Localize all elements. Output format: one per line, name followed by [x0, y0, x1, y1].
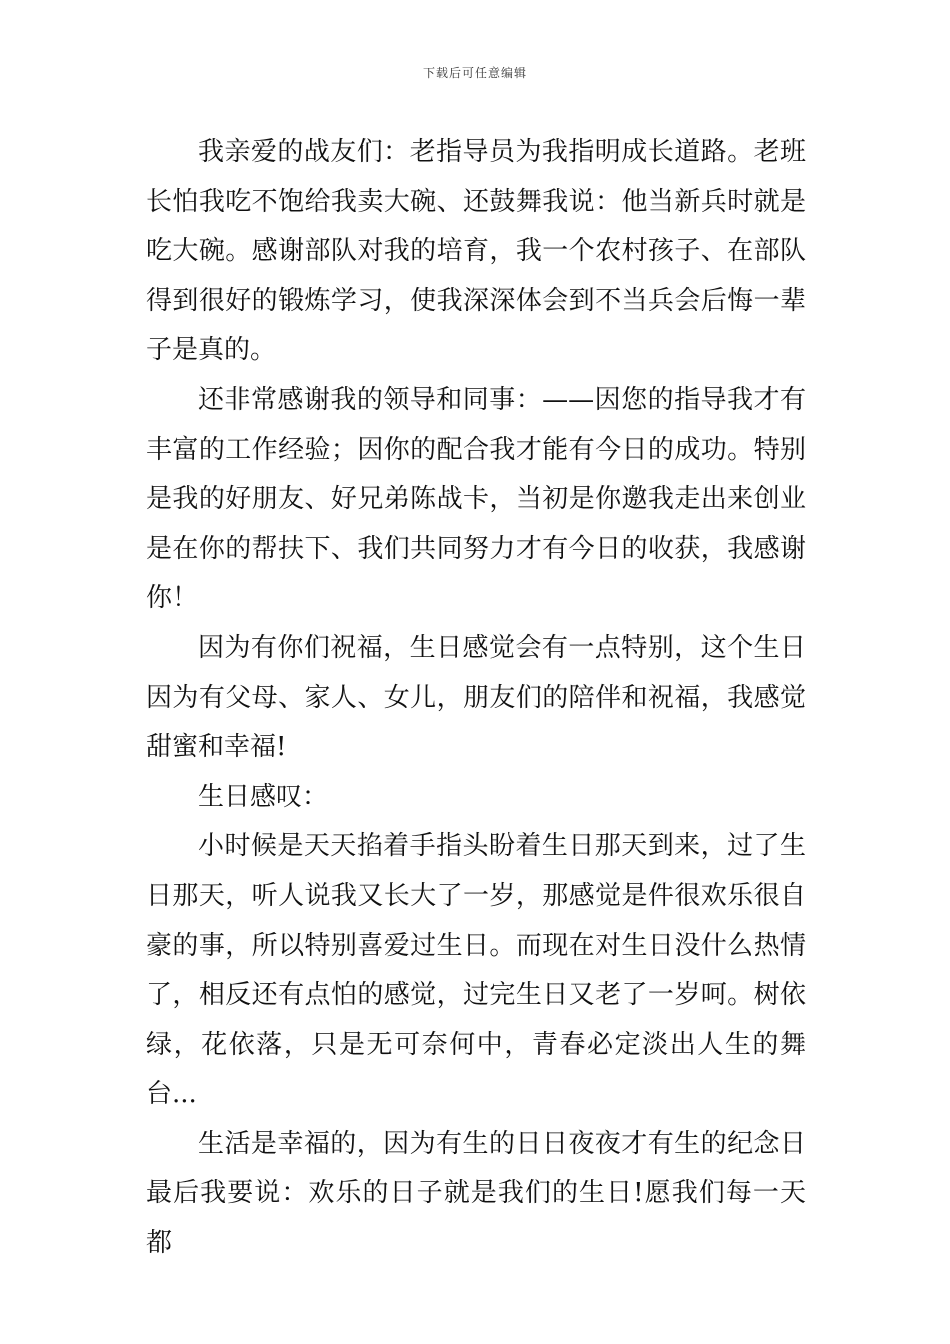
paragraph-closing: 生活是幸福的，因为有生的日日夜夜才有生的纪念日最后我要说：欢乐的日子就是我们的生日!愿我们每一天都 — [146, 1128, 806, 1259]
paragraph-comrades: 我亲爱的战友们：老指导员为我指明成长道路。老班长怕我吃不饱给我卖大碗、还鼓舞我说：他当新兵时就是吃大碗。感谢部队对我的培育，我一个农村孩子、在部队得到很好的锻炼学习，使我深深体会到不当兵会后悔一辈子是真的。 — [146, 137, 806, 366]
paragraph-colleagues: 还非常感谢我的领导和同事：——因您的指导我才有丰富的工作经验；因你的配合我才能有今日的成功。特别是我的好朋友、好兄弟陈战卡，当初是你邀我走出来创业是在你的帮扶下、我们共同努力才有今日的收获，我感谢你！ — [146, 384, 806, 614]
document-body — [146, 128, 806, 1269]
page-header: 下载后可任意编辑 — [422, 66, 527, 80]
paragraph-birthday-sigh-heading: 生日感叹： — [198, 781, 329, 812]
paragraph-blessings: 因为有你们祝福，生日感觉会有一点特别，这个生日因为有父母、家人、女儿，朋友们的陪伴和祝福，我感觉甜蜜和幸福! — [146, 632, 806, 763]
paragraph-childhood: 小时候是天天掐着手指头盼着生日那天到来，过了生日那天，听人说我又长大了一岁，那感觉是件很欢乐很自豪的事，所以特别喜爱过生日。而现在对生日没什么热情了，相反还有点怕的感觉，过完生日又老了一岁呵。树依绿，花依落，只是无可奈何中，青春必定淡出人生的舞台... — [146, 831, 806, 1110]
